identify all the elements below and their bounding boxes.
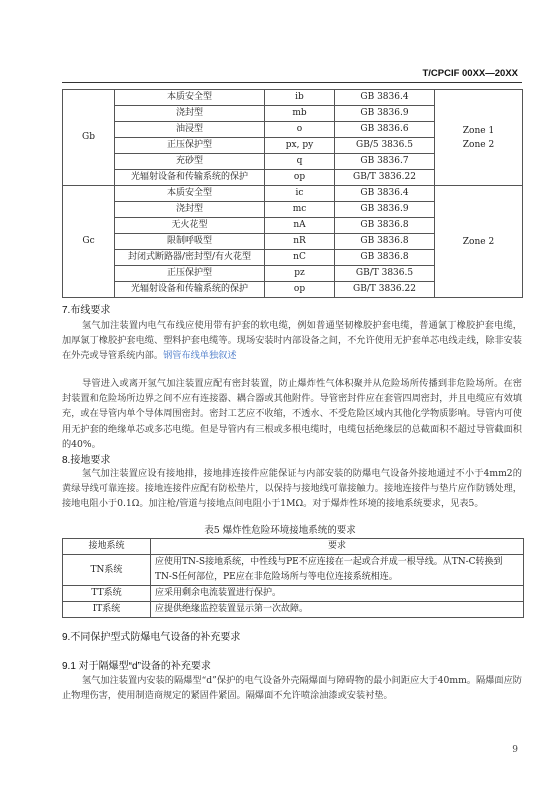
protection-code-cell: px, py xyxy=(265,138,335,154)
protection-type-cell: 正压保护型 xyxy=(115,138,265,154)
protection-type-cell: 浇封型 xyxy=(115,202,265,218)
protection-type-cell: 正压保护型 xyxy=(115,266,265,282)
protection-type-cell: 浇封型 xyxy=(115,106,265,122)
section-9-1-title: 9.1 对于隔爆型“d”设备的补充要求 xyxy=(62,661,211,672)
protection-type-cell: 无火花型 xyxy=(115,218,265,234)
table-5-caption: 表5 爆炸性危险环境接地系统的要求 xyxy=(204,525,356,536)
protection-type-cell: 本质安全型 xyxy=(115,90,265,106)
equipment-level-cell: Gb xyxy=(63,90,115,186)
standard-cell: GB/T 3836.22 xyxy=(335,170,435,186)
protection-code-cell: nA xyxy=(265,218,335,234)
header-rule xyxy=(62,82,522,83)
standard-cell: GB/5 3836.5 xyxy=(335,138,435,154)
standard-cell: GB/T 3836.22 xyxy=(335,282,435,298)
protection-type-cell: 封闭式断路器/密封型/有火花型 xyxy=(115,250,265,266)
protection-type-cell: 限制呼吸型 xyxy=(115,234,265,250)
section-7-paragraph-1 xyxy=(62,318,522,364)
section-7-title: 7.布线要求 xyxy=(62,305,111,316)
table-header-row xyxy=(63,539,524,555)
protection-type-cell: 油浸型 xyxy=(115,122,265,138)
page-number: 9 xyxy=(512,745,518,755)
protection-code-cell: pz xyxy=(265,266,335,282)
protection-type-table xyxy=(62,89,523,298)
section-7-paragraph-2: 导管进入或离开氢气加注装置应配有密封装置，防止爆炸性气体积聚并从危险场所传播到非危险场所。在密封装置和危险场所边界之间不应有连接器、耦合器或其他附件。导管密封件应在套管四周密封，并且电缆应有效填充，或在导管内单个导体周围密封。密封工艺应不收缩，不透水、不受危险区域内其他化学物质影响。导管内可使用无护套的绝缘单芯或多芯电缆。但是导管内有三根或多根电缆时，电缆包括绝缘层的总截面积不超过导管截面积的40%。 xyxy=(62,378,522,450)
standard-cell: GB 3836.9 xyxy=(335,202,435,218)
protection-code-cell: q xyxy=(265,154,335,170)
section-9-1-paragraph: 氢气加注装置内安装的隔爆型“d”保护的电气设备外壳隔爆面与障碍物的最小间距应大于40mm。隔爆面应防止物理伤害，使用制造商规定的紧固件紧固。隔爆面不允许喷涂油漆或安装衬垫。 xyxy=(62,675,522,702)
requirement-cell: 应提供绝缘监控装置显示第一次故障。 xyxy=(151,602,524,618)
grounding-system-cell: TN系统 xyxy=(63,555,151,586)
protection-code-cell: op xyxy=(265,282,335,298)
table-row xyxy=(63,90,523,106)
header-requirement: 要求 xyxy=(151,539,524,555)
zone-cell xyxy=(435,90,523,186)
requirement-cell: 应使用TN-S接地系统，中性线与PE不应连接在一起或合并成一根导线。从TN-C转换到TN-S任何部位，PE应在非危险场所与等电位连接系统相连。 xyxy=(151,555,524,586)
section-8-title: 8.接地要求 xyxy=(62,455,111,466)
protection-code-cell: nR xyxy=(265,234,335,250)
document-code: T/CPCIF 00XX—20XX xyxy=(422,68,518,79)
standard-cell: GB 3836.4 xyxy=(335,90,435,106)
equipment-level-cell: Gc xyxy=(63,186,115,298)
standard-cell: GB 3836.4 xyxy=(335,186,435,202)
section-8-paragraph-1: 氢气加注装置应设有接地排，接地排连接件应能保证与内部安装的防爆电气设备外接地通过不小于4mm2的黄绿导线可靠连接。接地连接件应配有防松垫片，以保持与接地线可靠接触力。接地连接件与垫片应作防锈处理，接地电阻小于0.1Ω。加注枪/管道与接地点间电阻小于1MΩ。对于爆炸性环境的接地系统要求，见表5。 xyxy=(62,468,522,510)
standard-cell: GB 3836.6 xyxy=(335,122,435,138)
protection-code-cell: op xyxy=(265,170,335,186)
grounding-system-cell: IT系统 xyxy=(63,602,151,618)
grounding-system-cell: TT系统 xyxy=(63,586,151,602)
protection-code-cell: o xyxy=(265,122,335,138)
grounding-system-table xyxy=(62,538,524,618)
standard-cell: GB/T 3836.5 xyxy=(335,266,435,282)
protection-type-cell: 光辐射设备和传输系统的保护 xyxy=(115,170,265,186)
protection-code-cell: mb xyxy=(265,106,335,122)
protection-code-cell: ic xyxy=(265,186,335,202)
standard-cell: GB 3836.9 xyxy=(335,106,435,122)
standard-cell: GB 3836.7 xyxy=(335,154,435,170)
protection-code-cell: ib xyxy=(265,90,335,106)
protection-type-cell: 充砂型 xyxy=(115,154,265,170)
protection-type-cell: 本质安全型 xyxy=(115,186,265,202)
table-row xyxy=(63,602,524,618)
section-9-title: 9.不同保护型式防爆电气设备的补充要求 xyxy=(62,632,241,643)
requirement-cell: 应采用剩余电流装置进行保护。 xyxy=(151,586,524,602)
zone-label: Zone 2 xyxy=(462,236,495,247)
protection-code-cell: mc xyxy=(265,202,335,218)
standard-cell: GB 3836.8 xyxy=(335,250,435,266)
table-row xyxy=(63,586,524,602)
protection-type-cell: 光辐射设备和传输系统的保护 xyxy=(115,282,265,298)
zone-label: Zone 2 xyxy=(462,139,495,150)
protection-code-cell: nC xyxy=(265,250,335,266)
steel-pipe-wiring-note: 钢管布线单独叙述 xyxy=(163,350,237,362)
section-7-paragraph-1-text: 氢气加注装置内电气布线应使用带有护套的软电缆，例如普通坚韧橡胶护套电缆，普通氯丁橡胶护套电缆，加厚氯丁橡胶护套电缆、塑料护套电缆等。现场安装时内部设备之间，不允许使用无护套单芯电线走线，除非安装在外壳或导管系统内部。 xyxy=(62,320,522,362)
zone-label: Zone 1 xyxy=(462,125,495,136)
standard-cell: GB 3836.8 xyxy=(335,234,435,250)
standard-cell: GB 3836.8 xyxy=(335,218,435,234)
header-grounding-system: 接地系统 xyxy=(63,539,151,555)
zone-cell xyxy=(435,186,523,298)
table-row xyxy=(63,186,523,202)
table-row xyxy=(63,555,524,586)
